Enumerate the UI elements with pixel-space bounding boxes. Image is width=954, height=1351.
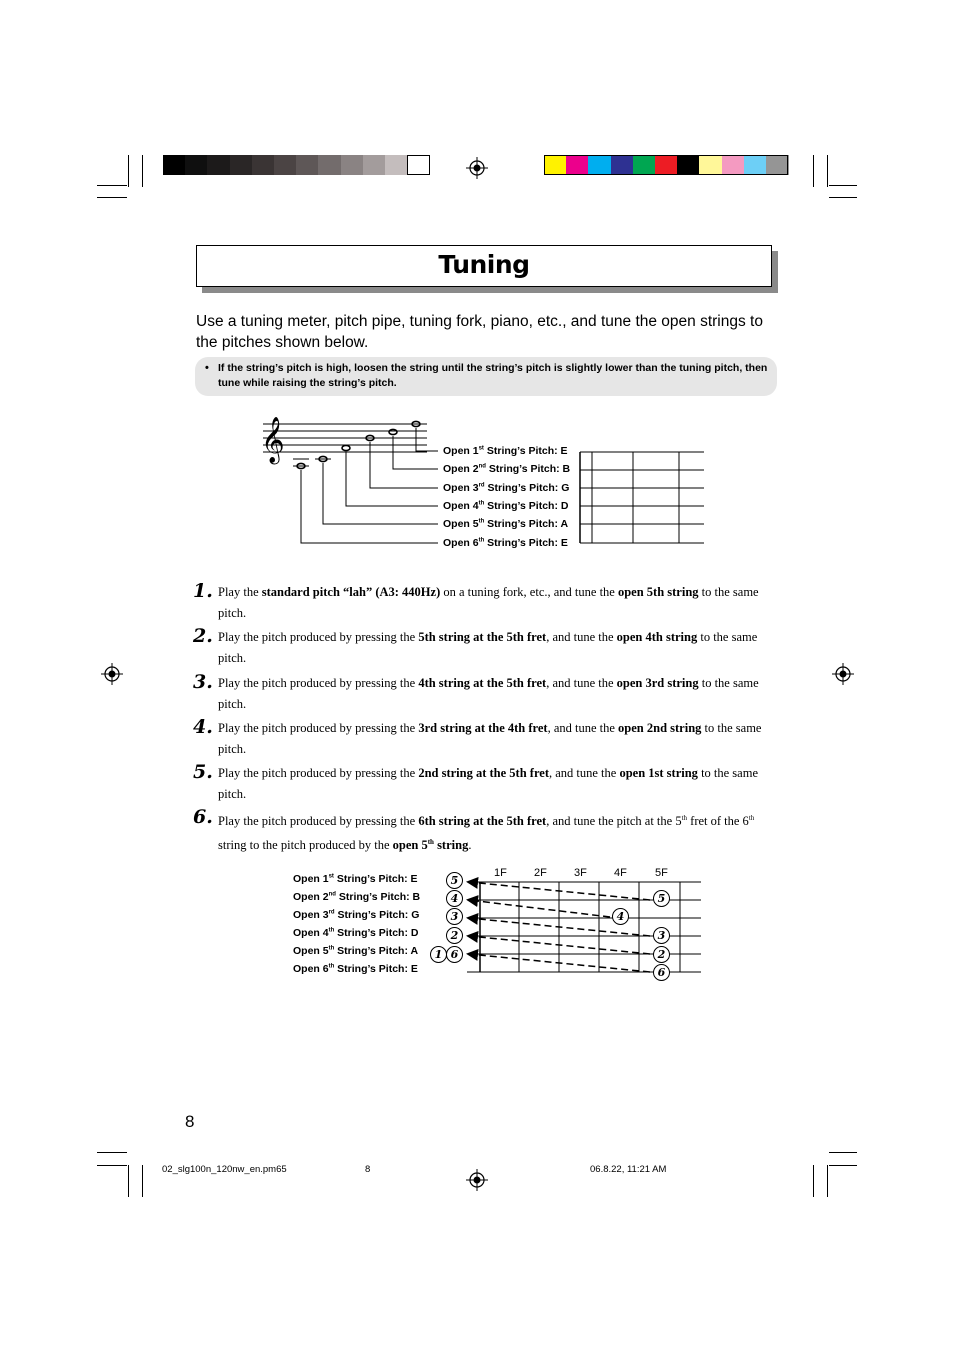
gray-swatch <box>252 155 275 175</box>
circled-number: 1 <box>430 946 447 963</box>
gray-swatch <box>341 155 364 175</box>
bullet: • <box>205 362 209 374</box>
gray-swatch <box>296 155 319 175</box>
pitch-label-1: Open 1st String’s Pitch: E <box>443 445 568 457</box>
step-number: 3. <box>193 671 213 693</box>
fret-pitch-label-5: Open 5th String’s Pitch: A <box>293 945 419 957</box>
gray-swatch <box>185 155 208 175</box>
fret-label-5f: 5F <box>655 867 668 879</box>
step-text: Play the pitch produced by pressing the 5th string at the 5th fret, and tune the open 4th string to the same pitch. <box>218 630 758 665</box>
circled-number: 5 <box>446 872 463 889</box>
pitch-label-4: Open 4th String’s Pitch: D <box>443 500 569 512</box>
step-text: Play the pitch produced by pressing the 3rd string at the 4th fret, and tune the open 2nd string to the same pitch. <box>218 721 762 756</box>
footer-date: 06.8.22, 11:21 AM <box>590 1164 667 1175</box>
step-text: Play the pitch produced by pressing the 4th string at the 5th fret, and tune the open 3rd string to the same pitch. <box>218 676 759 711</box>
circled-number: 6 <box>446 946 463 963</box>
circled-number: 2 <box>653 946 670 963</box>
note-text: If the string’s pitch is high, loosen the string until the string’s pitch is slightly lower than the tuning pitch, then tune while raising the string’s pitch. <box>218 362 768 389</box>
pitch-label-3: Open 3rd String’s Pitch: G <box>443 482 570 494</box>
fret-label-1f: 1F <box>494 867 507 879</box>
gray-swatch <box>385 155 408 175</box>
fret-pitch-label-4: Open 4th String’s Pitch: D <box>293 927 419 939</box>
circled-number: 4 <box>612 908 629 925</box>
note-box <box>195 357 777 396</box>
step-number: 4. <box>193 716 213 738</box>
intro-paragraph: Use a tuning meter, pitch pipe, tuning fork, piano, etc., and tune the open strings to the pitches shown below. <box>196 313 763 351</box>
circled-number: 3 <box>653 927 670 944</box>
fretboard-tuning-diagram <box>425 870 715 985</box>
fret-label-4f: 4F <box>614 867 627 879</box>
circled-number: 3 <box>446 908 463 925</box>
pitch-label-5: Open 5th String’s Pitch: A <box>443 518 569 530</box>
circled-number: 5 <box>653 890 670 907</box>
fret-pitch-label-3: Open 3rd String’s Pitch: G <box>293 909 420 921</box>
fret-label-2f: 2F <box>534 867 547 879</box>
step-number: 6. <box>193 806 213 828</box>
registration-mark-left-icon <box>101 663 123 685</box>
gray-swatch <box>274 155 297 175</box>
pitch-label-2: Open 2nd String’s Pitch: B <box>443 463 571 475</box>
staff-lines <box>263 424 427 452</box>
gray-swatch <box>318 155 341 175</box>
circled-number: 2 <box>446 927 463 944</box>
page-number: 8 <box>185 1112 195 1131</box>
registration-mark-bottom-icon <box>466 1169 488 1191</box>
title-box <box>196 245 772 287</box>
footer-filename: 02_slg100n_120nw_en.pm65 <box>162 1164 287 1175</box>
fret-label-3f: 3F <box>574 867 587 879</box>
step-number: 2. <box>193 625 213 647</box>
step-number: 1. <box>193 580 213 602</box>
registration-mark-top-icon <box>466 157 488 179</box>
fret-pitch-label-6: Open 6th String’s Pitch: E <box>293 963 418 975</box>
gray-swatch <box>407 155 430 175</box>
gray-swatch <box>207 155 230 175</box>
footer-page: 8 <box>365 1164 371 1175</box>
process-bar-outline <box>544 155 788 175</box>
page-title: Tuning <box>438 250 530 279</box>
gray-swatch <box>230 155 253 175</box>
fret-pitch-label-1: Open 1st String’s Pitch: E <box>293 873 418 885</box>
circled-number: 6 <box>653 964 670 981</box>
fret-pitch-label-2: Open 2nd String’s Pitch: B <box>293 891 421 903</box>
treble-clef-icon: 𝄞 <box>261 417 285 463</box>
step-text: Play the pitch produced by pressing the 2nd string at the 5th fret, and tune the open 1st string to the same pitch. <box>218 766 758 801</box>
gray-swatch <box>363 155 386 175</box>
step-text: Play the standard pitch “lah” (A3: 440Hz) on a tuning fork, etc., and tune the open 5th string to the same pitch. <box>218 585 759 620</box>
gray-swatch <box>163 155 186 175</box>
step-text: Play the pitch produced by pressing the 6th string at the 5th fret, and tune the pitch at the 5th fret of the 6th string to the pitch produced by the open 5th string. <box>218 814 755 852</box>
pitch-label-6: Open 6th String’s Pitch: E <box>443 537 568 549</box>
registration-mark-right-icon <box>832 663 854 685</box>
step-number: 5. <box>193 761 213 783</box>
fretboard-grid <box>580 452 704 543</box>
circled-number: 4 <box>446 890 463 907</box>
